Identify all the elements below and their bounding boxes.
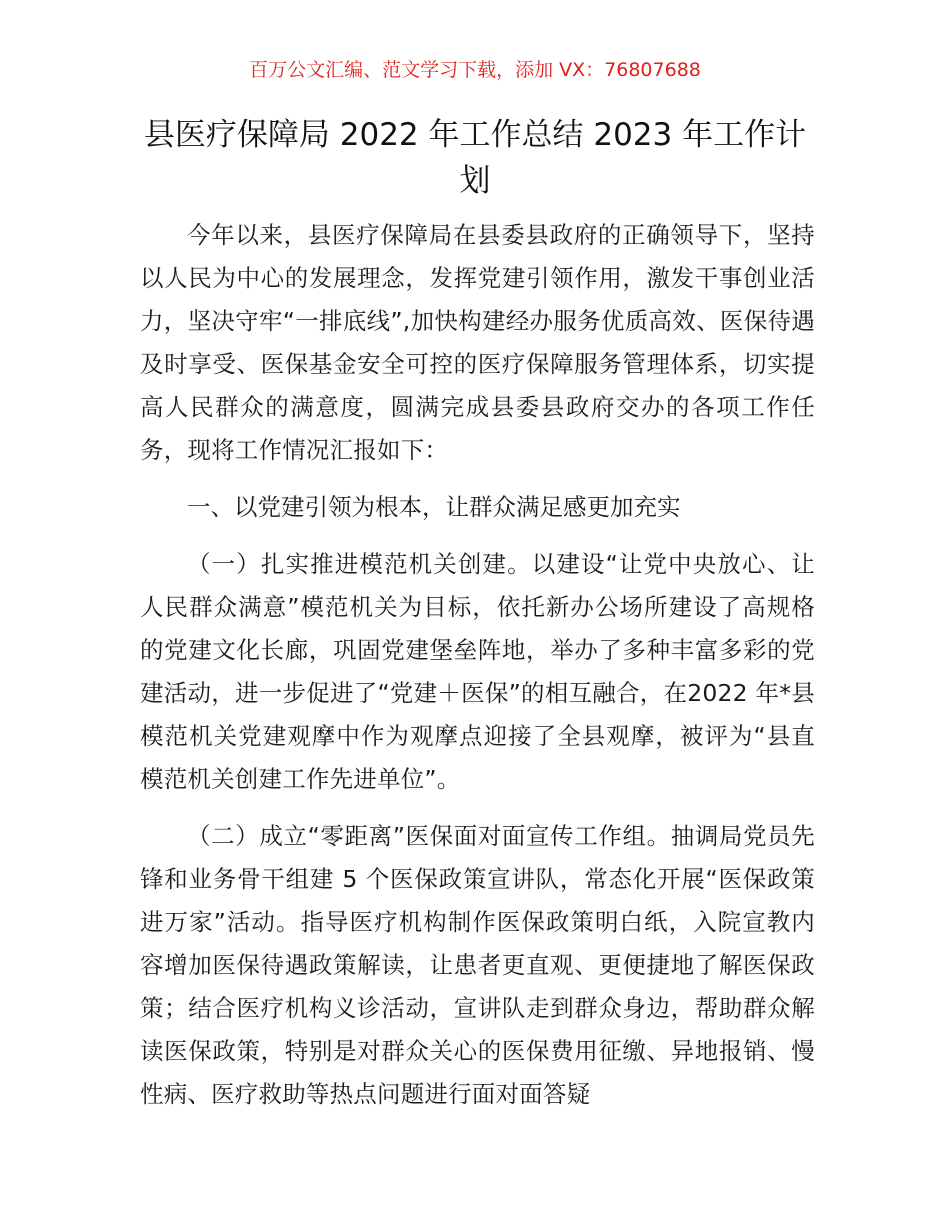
document-body	[140, 214, 815, 1116]
body-paragraph: （一）扎实推进模范机关创建。以建设“让党中央放心、让人民群众满意”模范机关为目标，依托新办公场所建设了高规格的党建文化长廊，巩固党建堡垒阵地，举办了多种丰富多彩的党建活动，进一步促进了“党建＋医保”的相互融合，在2022 年*县模范机关党建观摩中作为观摩点迎接了全县观摩，被评为“县直模范机关创建工作先进单位”。	[140, 550, 815, 793]
body-paragraph: （二）成立“零距离”医保面对面宣传工作组。抽调局党员先锋和业务骨干组建 5 个医保政策宣讲队，常态化开展“医保政策进万家”活动。指导医疗机构制作医保政策明白纸，入院宣教内容增加医保待遇政策解读，让患者更直观、更便捷地了解医保政策；结合医疗机构义诊活动，宣讲队走到群众身边，帮助群众解读医保政策，特别是对群众关心的医保费用征缴、异地报销、慢性病、医疗救助等热点问题进行面对面答疑	[140, 822, 815, 1108]
section-heading: 一、以党建引领为根本，让群众满足感更加充实	[187, 493, 681, 521]
intro-paragraph: 今年以来，县医疗保障局在县委县政府的正确领导下，坚持以人民为中心的发展理念，发挥党建引领作用，激发干事创业活力，坚决守牢“一排底线”,加快构建经办服务优质高效、医保待遇及时享受、医保基金安全可控的医疗保障服务管理体系，切实提高人民群众的满意度，圆满完成县委县政府交办的各项工作任务，现将工作情况汇报如下：	[140, 221, 815, 464]
document-title: 县医疗保障局 2022 年工作总结 2023 年工作计划	[143, 117, 807, 199]
header-contact-note: 百万公文汇编、范文学习下载，添加 VX：76807688	[249, 59, 701, 81]
